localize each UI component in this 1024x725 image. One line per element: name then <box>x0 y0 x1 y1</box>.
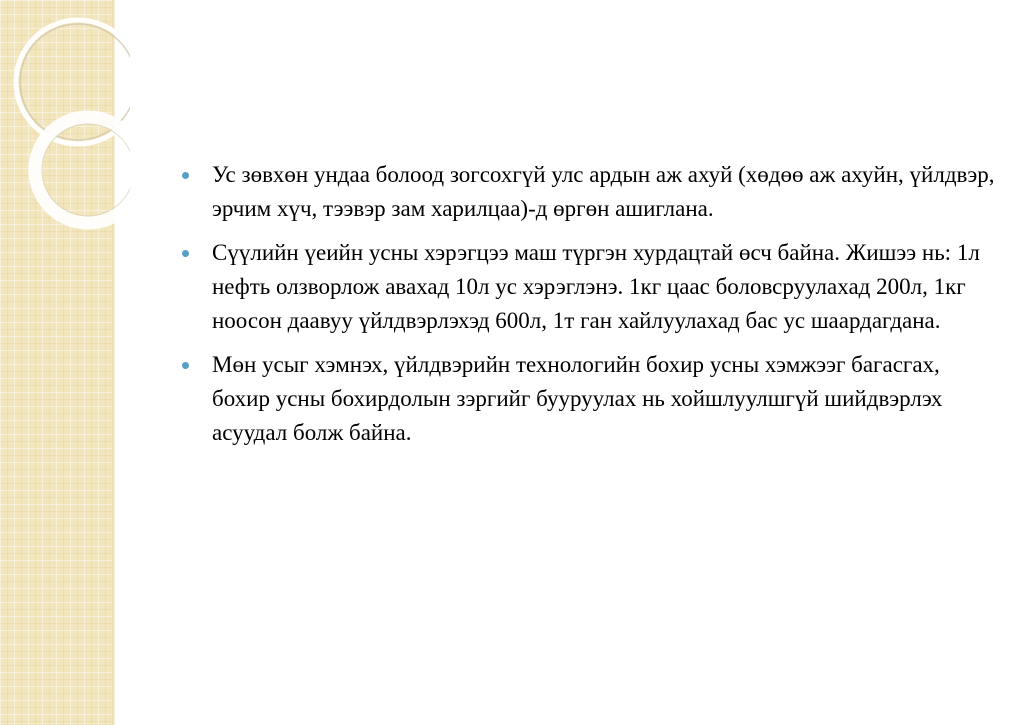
bullet-dot-icon <box>182 362 189 369</box>
bullet-text: Мөн усыг хэмнэх, үйлдвэрийн технологийн бохир усны хэмжээг багасгах, бохир усны бохирдолын зэргийг бууруулах нь хойшлуулшгүй шийдвэрлэх асуудал болж байна. <box>212 352 943 445</box>
bullet-dot-icon <box>182 250 189 257</box>
bullet-item <box>182 158 997 226</box>
lower-ring-shadow <box>42 124 130 216</box>
bullet-item <box>182 348 997 450</box>
bullet-dot-icon <box>182 172 189 179</box>
bullet-text: Ус зөвхөн ундаа болоод зогсохгүй улс ардын аж ахуй (хөдөө аж ахуйн, үйлдвэр, эрчим хүч, тээвэр зам харилцаа)-д өргөн ашиглана. <box>212 162 995 221</box>
bullet-text: Сүүлийн үеийн усны хэрэгцээ маш түргэн хурдацтай өсч байна. Жишээ нь: 1л нефть олзворлож авахад 10л ус хэрэглэнэ. 1кг цаас боловсруулахад 200л, 1кг ноосон даавуу үйлдвэрлэхэд 600л, 1т ган хайлуулахад бас ус шаардагдана. <box>212 240 980 333</box>
slide-content <box>182 158 997 460</box>
bullet-list <box>182 158 997 450</box>
bullet-item <box>182 236 997 338</box>
decorative-rings <box>0 0 130 240</box>
